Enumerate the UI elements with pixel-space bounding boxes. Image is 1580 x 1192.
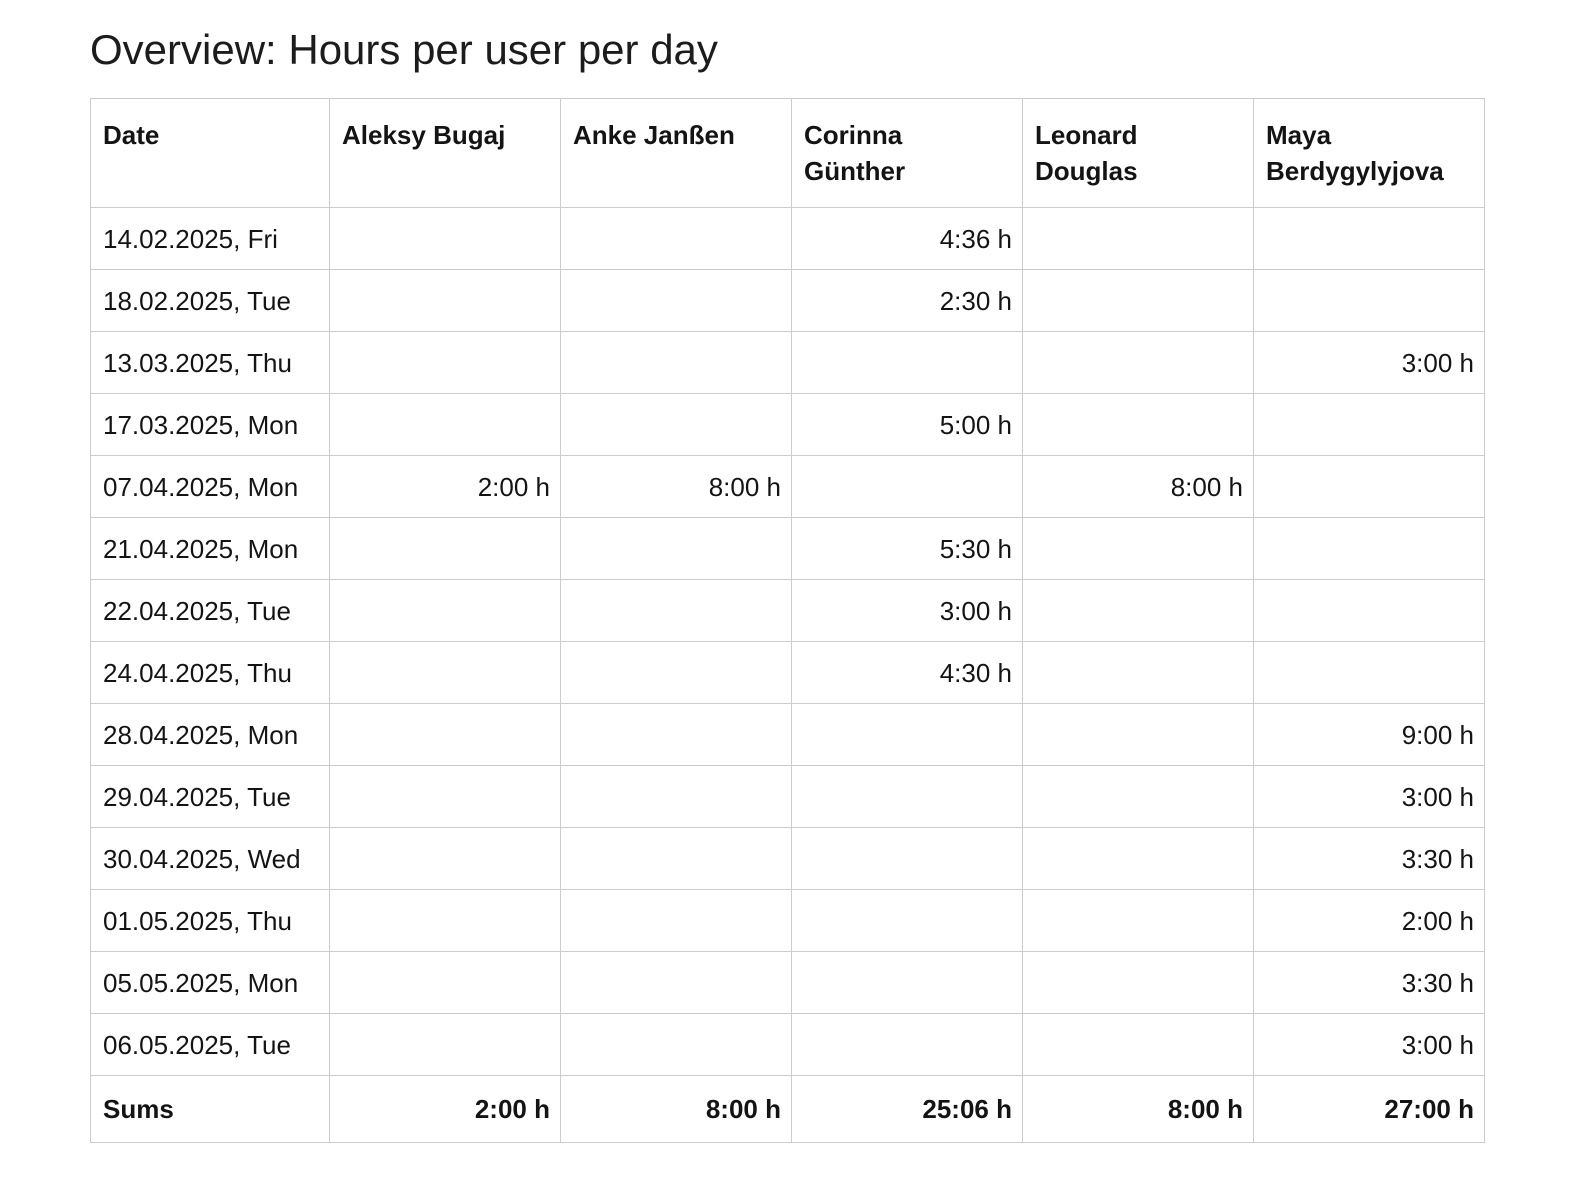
table-row [91,828,1485,890]
hours-cell-leonard-douglas [1023,394,1254,456]
column-header-date: Date [91,99,330,208]
hours-cell-aleksy-bugaj: 2:00 h [330,456,561,518]
date-cell: 18.02.2025, Tue [91,270,330,332]
hours-cell-corinna-g-nther [792,1014,1023,1076]
column-header-maya-berdygylyjova: Maya Berdygylyjova [1254,99,1485,208]
hours-cell-leonard-douglas [1023,952,1254,1014]
sum-cell-leonard-douglas: 8:00 h [1023,1076,1254,1143]
hours-cell-anke-jan-en [561,704,792,766]
hours-cell-aleksy-bugaj [330,518,561,580]
hours-cell-anke-jan-en: 8:00 h [561,456,792,518]
sum-cell-maya-berdygylyjova: 27:00 h [1254,1076,1485,1143]
table-row [91,1014,1485,1076]
hours-cell-maya-berdygylyjova: 3:00 h [1254,1014,1485,1076]
page-title: Overview: Hours per user per day [90,26,718,73]
hours-cell-corinna-g-nther [792,890,1023,952]
hours-cell-aleksy-bugaj [330,394,561,456]
hours-cell-aleksy-bugaj [330,332,561,394]
table-row [91,456,1485,518]
hours-cell-aleksy-bugaj [330,642,561,704]
hours-cell-leonard-douglas [1023,828,1254,890]
sums-label: Sums [91,1076,330,1143]
table-row [91,332,1485,394]
hours-cell-leonard-douglas [1023,1014,1254,1076]
hours-cell-maya-berdygylyjova [1254,270,1485,332]
table-foot [91,1076,1485,1143]
hours-cell-anke-jan-en [561,270,792,332]
hours-cell-maya-berdygylyjova: 3:30 h [1254,828,1485,890]
hours-cell-corinna-g-nther: 4:36 h [792,208,1023,270]
hours-cell-corinna-g-nther [792,766,1023,828]
hours-cell-maya-berdygylyjova: 3:00 h [1254,332,1485,394]
table-row [91,704,1485,766]
hours-cell-leonard-douglas: 8:00 h [1023,456,1254,518]
hours-cell-anke-jan-en [561,952,792,1014]
date-cell: 21.04.2025, Mon [91,518,330,580]
table-row [91,890,1485,952]
hours-cell-aleksy-bugaj [330,828,561,890]
hours-cell-maya-berdygylyjova [1254,642,1485,704]
date-cell: 13.03.2025, Thu [91,332,330,394]
hours-cell-maya-berdygylyjova [1254,208,1485,270]
date-cell: 24.04.2025, Thu [91,642,330,704]
hours-cell-leonard-douglas [1023,704,1254,766]
hours-cell-maya-berdygylyjova: 3:30 h [1254,952,1485,1014]
hours-cell-anke-jan-en [561,890,792,952]
hours-cell-leonard-douglas [1023,270,1254,332]
date-cell: 05.05.2025, Mon [91,952,330,1014]
table-row [91,518,1485,580]
hours-cell-aleksy-bugaj [330,270,561,332]
hours-cell-anke-jan-en [561,580,792,642]
table-row [91,208,1485,270]
hours-cell-anke-jan-en [561,394,792,456]
hours-cell-corinna-g-nther [792,828,1023,890]
table-body [91,208,1485,1076]
sum-cell-aleksy-bugaj: 2:00 h [330,1076,561,1143]
table-row [91,642,1485,704]
hours-cell-aleksy-bugaj [330,580,561,642]
hours-cell-leonard-douglas [1023,332,1254,394]
date-cell: 22.04.2025, Tue [91,580,330,642]
hours-cell-corinna-g-nther [792,952,1023,1014]
sum-cell-anke-jan-en: 8:00 h [561,1076,792,1143]
column-header-corinna-g-nther: Corinna Günther [792,99,1023,208]
hours-cell-corinna-g-nther: 2:30 h [792,270,1023,332]
sum-cell-corinna-g-nther: 25:06 h [792,1076,1023,1143]
hours-cell-leonard-douglas [1023,642,1254,704]
hours-cell-aleksy-bugaj [330,704,561,766]
date-cell: 01.05.2025, Thu [91,890,330,952]
hours-cell-leonard-douglas [1023,766,1254,828]
hours-cell-corinna-g-nther: 5:30 h [792,518,1023,580]
sums-row [91,1076,1485,1143]
hours-cell-maya-berdygylyjova [1254,580,1485,642]
date-cell: 29.04.2025, Tue [91,766,330,828]
table-row [91,580,1485,642]
hours-cell-leonard-douglas [1023,518,1254,580]
hours-cell-maya-berdygylyjova: 2:00 h [1254,890,1485,952]
date-cell: 06.05.2025, Tue [91,1014,330,1076]
hours-cell-anke-jan-en [561,208,792,270]
date-cell: 30.04.2025, Wed [91,828,330,890]
hours-cell-maya-berdygylyjova [1254,518,1485,580]
hours-cell-maya-berdygylyjova [1254,456,1485,518]
hours-cell-corinna-g-nther: 3:00 h [792,580,1023,642]
hours-cell-aleksy-bugaj [330,766,561,828]
column-header-aleksy-bugaj: Aleksy Bugaj [330,99,561,208]
hours-cell-leonard-douglas [1023,890,1254,952]
hours-cell-aleksy-bugaj [330,208,561,270]
hours-cell-maya-berdygylyjova: 3:00 h [1254,766,1485,828]
hours-cell-anke-jan-en [561,332,792,394]
hours-cell-corinna-g-nther [792,704,1023,766]
date-cell: 07.04.2025, Mon [91,456,330,518]
hours-cell-anke-jan-en [561,518,792,580]
header-row [91,99,1485,208]
hours-cell-corinna-g-nther: 4:30 h [792,642,1023,704]
column-header-leonard-douglas: Leonard Douglas [1023,99,1254,208]
column-header-anke-jan-en: Anke Janßen [561,99,792,208]
hours-cell-aleksy-bugaj [330,890,561,952]
table-head [91,99,1485,208]
table-row [91,270,1485,332]
hours-cell-maya-berdygylyjova: 9:00 h [1254,704,1485,766]
hours-cell-leonard-douglas [1023,580,1254,642]
table-row [91,952,1485,1014]
hours-cell-aleksy-bugaj [330,952,561,1014]
hours-cell-anke-jan-en [561,828,792,890]
date-cell: 17.03.2025, Mon [91,394,330,456]
hours-cell-anke-jan-en [561,1014,792,1076]
hours-per-user-table [90,98,1485,1143]
table-row [91,394,1485,456]
hours-cell-anke-jan-en [561,766,792,828]
hours-cell-corinna-g-nther [792,332,1023,394]
date-cell: 14.02.2025, Fri [91,208,330,270]
hours-cell-corinna-g-nther: 5:00 h [792,394,1023,456]
hours-cell-aleksy-bugaj [330,1014,561,1076]
date-cell: 28.04.2025, Mon [91,704,330,766]
table-row [91,766,1485,828]
hours-cell-leonard-douglas [1023,208,1254,270]
hours-cell-anke-jan-en [561,642,792,704]
hours-cell-maya-berdygylyjova [1254,394,1485,456]
hours-cell-corinna-g-nther [792,456,1023,518]
